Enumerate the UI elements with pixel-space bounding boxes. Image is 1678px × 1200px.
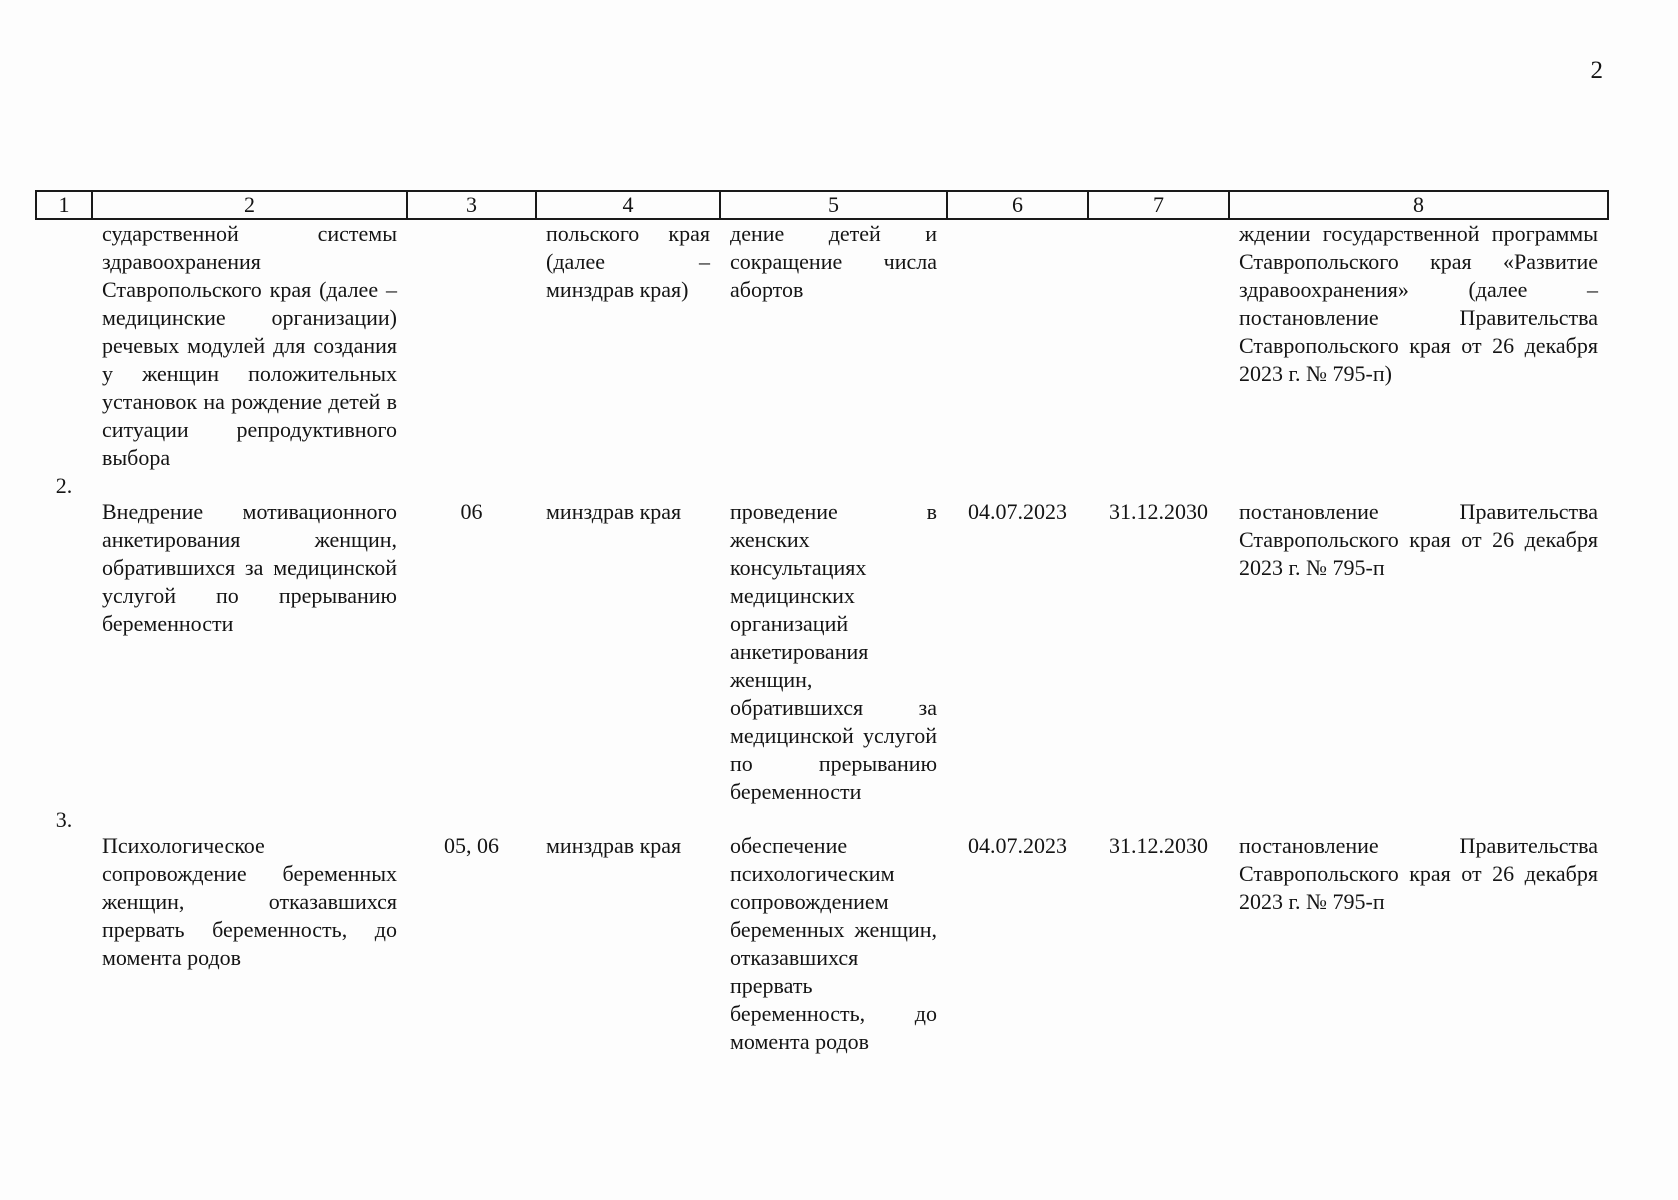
column-header: 8 xyxy=(1229,191,1608,219)
column-header: 4 xyxy=(536,191,720,219)
executor-cell: минздрав края xyxy=(546,499,682,524)
table-row xyxy=(36,219,1608,472)
column-header: 6 xyxy=(947,191,1088,219)
end-date-cell: 31.12.2030 xyxy=(1109,499,1208,524)
page-number: 2 xyxy=(1590,57,1603,84)
table-row xyxy=(36,472,1608,806)
column-header: 3 xyxy=(407,191,536,219)
column-number-row xyxy=(36,191,1608,219)
start-date-cell: 04.07.2023 xyxy=(968,833,1067,858)
measures-table xyxy=(35,190,1609,1056)
end-date-cell xyxy=(1088,219,1229,472)
column-header: 2 xyxy=(92,191,407,219)
basis-cell: ждении государственной программы Ставропольского края «Развитие здравоохранения» (далее – постановление Правительства Ставропольского края от 26 декабря 2023 г. № 795-п) xyxy=(1239,221,1598,386)
activity-cell: сударственной системы здравоохранения Ставропольского края (далее – медицинские организации) речевых модулей для создания у женщин положительных установок на рождение детей в ситуации репродуктивного выбора xyxy=(102,221,397,470)
row-number-cell: 3. xyxy=(55,807,73,832)
basis-cell: постановление Правительства Ставропольского края от 26 декабря 2023 г. № 795-п xyxy=(1239,833,1598,914)
code-cell: 06 xyxy=(460,499,483,524)
column-header: 5 xyxy=(720,191,947,219)
executor-cell: польского края (далее – минздрав края) xyxy=(546,221,710,302)
row-number-cell: 2. xyxy=(55,473,73,498)
column-header: 1 xyxy=(36,191,92,219)
code-cell xyxy=(407,219,536,472)
result-cell: проведение в женских консультациях медицинских организаций анкетирования женщин, обратившихся за медицинской услугой по прерыванию беременности xyxy=(730,499,937,804)
table-row xyxy=(36,806,1608,1056)
end-date-cell: 31.12.2030 xyxy=(1109,833,1208,858)
activity-cell: Психологическое сопровождение беременных женщин, отказавшихся прервать беременность, до момента родов xyxy=(102,833,397,970)
result-cell: обеспечение психологическим сопровождением беременных женщин, отказавшихся прервать беременность, до момента родов xyxy=(730,833,937,1054)
result-cell: дение детей и сокращение числа абортов xyxy=(730,221,937,302)
basis-cell: постановление Правительства Ставропольского края от 26 декабря 2023 г. № 795-п xyxy=(1239,499,1598,580)
activity-cell: Внедрение мотивационного анкетирования женщин, обратившихся за медицинской услугой по прерыванию беременности xyxy=(102,499,397,636)
executor-cell: минздрав края xyxy=(546,833,682,858)
start-date-cell xyxy=(947,219,1088,472)
start-date-cell: 04.07.2023 xyxy=(968,499,1067,524)
row-number-cell xyxy=(36,219,92,472)
column-header: 7 xyxy=(1088,191,1229,219)
code-cell: 05, 06 xyxy=(444,833,499,858)
